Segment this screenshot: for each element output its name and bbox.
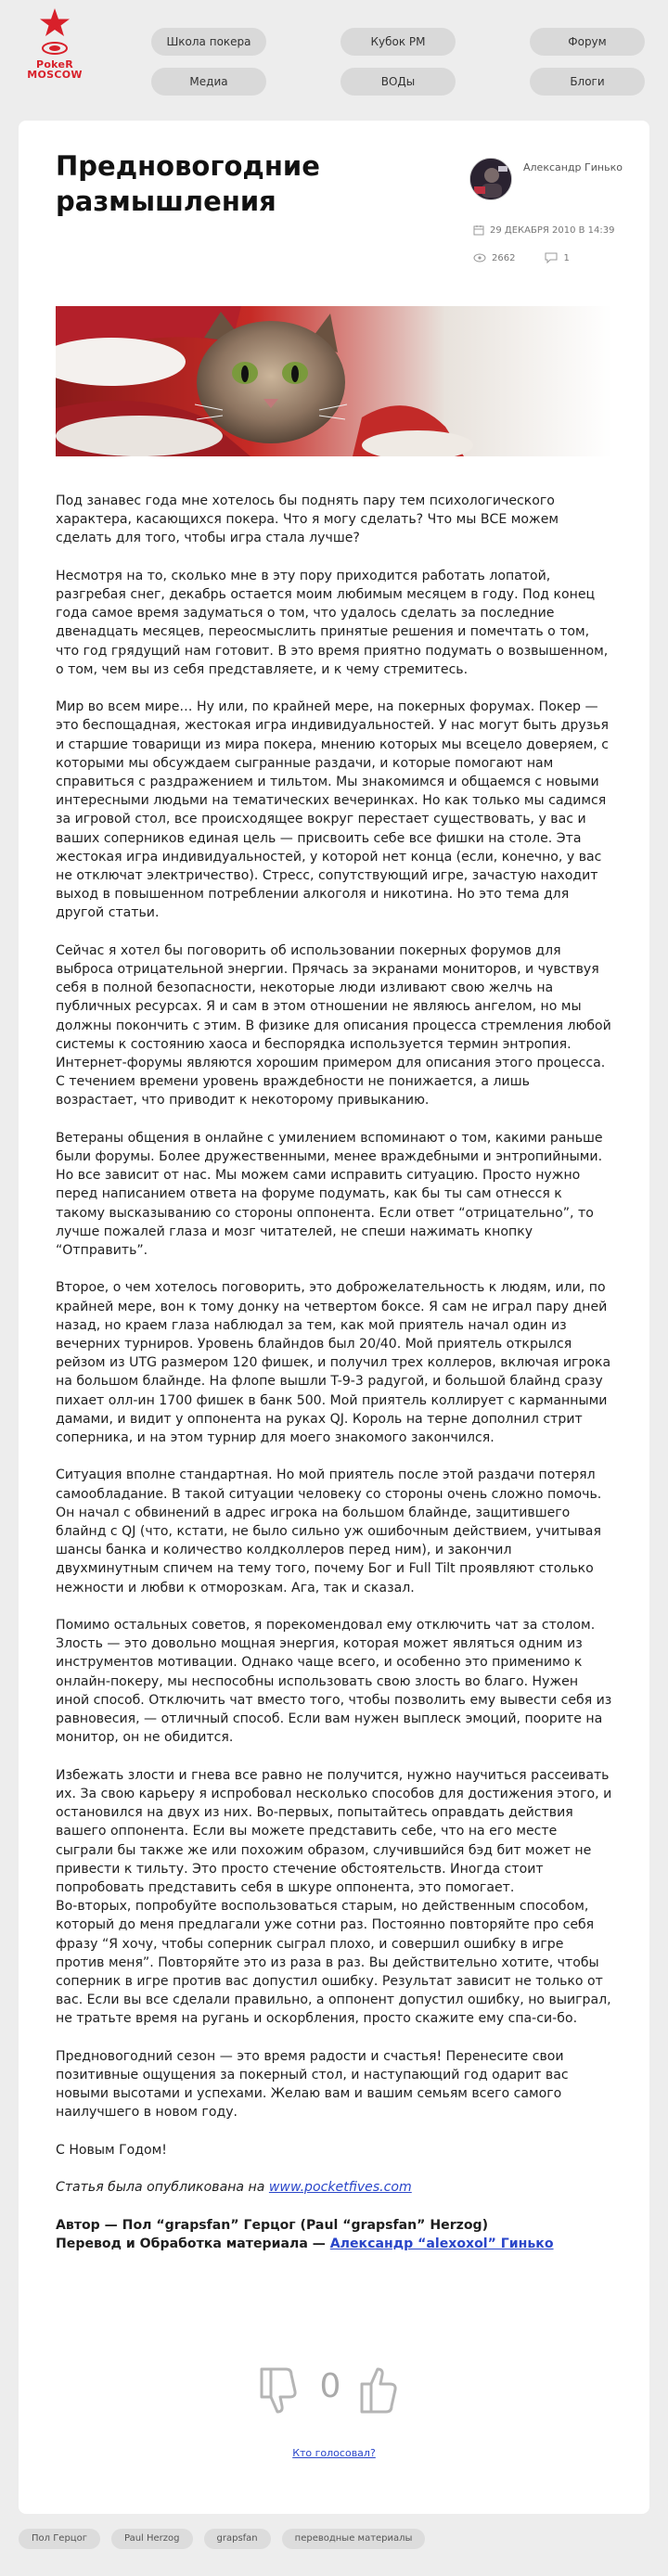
article-paragraph: Избежать злости и гнева все равно не получится, нужно научиться рассеивать их. За свою карьеру я испробовал несколько способов для достижения этого, и остановился на двух из них. Во-первых, попытайтесь оправдать действия вашего оппонента. Если вы можете представить себе, что на его месте сыграли бы также же или похожим образом, случившийся бэд бит может не привести к тильту. Это просто стечение обстоятельств. Иногда стоит попробовать представить себя в шкуре оппонента, это помогает.: [56, 1767, 612, 1895]
article-paragraph: Под занавес года мне хотелось бы поднять пару тем психологического характера, касающихся покера. Что я могу сделать? Что мы ВСЕ можем сделать для того, чтобы игра стала лучше?: [56, 493, 559, 546]
translator-link[interactable]: Александр “alexoxol” Гинько: [329, 2236, 554, 2251]
article-paragraph: Второе, о чем хотелось поговорить, это доброжелательность к людям, или, по крайней мере, вон к тому донку на четвертом боксе. Я сам не играл пару дней назад, но краем глаза наблюдал за тем, как мой приятель начал один из вечерних турниров. Уровень блайндов был 20/40. Мой приятель открылся рейзом из UTG размером 120 фишек, и получил трех коллеров, включая игрока на большом блайнде. На флопе вышли T-9-3 радугой, и большой блайнд сразу пихает олл-ин 1700 фишек в банк 500. Мой приятель коллирует с карманными дамами, и видит у оппонента на руках QJ. Король на терне дополнил стрит соперника, и на этом турнир для моего знакомого закончился.: [56, 1280, 611, 1446]
red-star-icon: [39, 7, 71, 39]
eye-icon: [473, 253, 486, 263]
page-title: Предновогодние размышления: [56, 150, 320, 217]
avatar[interactable]: [469, 158, 512, 200]
logo-line-poker: PokeR: [35, 58, 74, 70]
nav-forum[interactable]: Форум: [530, 28, 645, 56]
article-source-prefix: Статья была опубликована на: [56, 2180, 269, 2196]
logo-line-moscow: MOSCOW: [27, 69, 83, 81]
avatar-image: [470, 159, 512, 200]
article-paragraph: С Новым Годом!: [56, 2142, 167, 2158]
article-paragraph: Ветераны общения в онлайне с умилением вспоминают о том, какими раньше были форумы. Более дружественными, менее враждебными и энтропийными. Но все зависит от нас. Мы можем сами исправить ситуацию. Просто нужно перед написанием ответа на форуме подумать, как бы ты сам отнесся к такому высказыванию со стороны оппонента. Если ответ “отрицательно”, то лучше пожалей глаза и мозг читателей, не спеши нажимать кнопку “Отправить”.: [56, 1130, 603, 1259]
thumbs-up-icon[interactable]: [354, 2364, 406, 2416]
main-nav: [151, 28, 643, 96]
comment-icon[interactable]: [545, 252, 558, 263]
article-card: [19, 121, 649, 2514]
comment-count[interactable]: 1: [563, 252, 570, 263]
vote-widget: [250, 2364, 418, 2419]
credit-translator: [56, 2235, 612, 2253]
tag-list: [19, 2529, 425, 2549]
article-stats: [473, 252, 570, 263]
tag-item[interactable]: переводные материалы: [282, 2529, 426, 2549]
article-paragraph: Мир во всем мире… Ну или, по крайней мере, на покерных форумах. Покер — это беспощадная, жестокая игра индивидуальностей. У нас могут быть друзья и старшие товарищи из мира покера, мнению которых мы всецело доверяем, с которыми мы обсуждаем сыгранные раздачи, и которые помогают нам справиться с раздражением и тильтом. Мы знакомимся и общаемся с новыми интересными людьми на тематических вечеринках. Но как только мы садимся за игровой стол, все происходящее вокруг перестает существовать, у вас и ваших соперников единая цель — присвоить себе все фишки на столе. Эта жестокая игра индивидуальностей, у которой нет конца (если, конечно, у вас не отключат электричество). Стресс, сопутствующий игре, зачастую находит выход в повышенном потреблении алкоголя и никотина. Но это тема для другой статьи.: [56, 699, 609, 921]
publish-date-text: 29 ДЕКАБРЯ 2010 В 14:39: [490, 224, 615, 236]
nav-vods[interactable]: ВОДы: [340, 68, 456, 96]
view-count: 2662: [492, 252, 516, 263]
source-link[interactable]: www.pocketfives.com: [268, 2180, 412, 2196]
nav-blogs[interactable]: Блоги: [530, 68, 645, 96]
article-paragraph: Во-вторых, попробуйте воспользоваться старым, но действенным способом, который до меня предлагали уже сотни раз. Постоянно повторяйте про себя фразу “Я хочу, чтобы соперник сыграл плохо, и совершил ошибку в игре против меня”. Повторяйте это из раза в раз. Вы действительно хотите, чтобы соперник в игре против вас допустил ошибку. Результат зависит не только от вас. Если вы все сделали правильно, а оппонент допустил ошибку, но выиграл, не тратьте время на ругань и оскорбления, просто скажите ему спа-си-бо.: [56, 1899, 611, 2027]
tag-item[interactable]: Пол Герцог: [19, 2529, 100, 2549]
credit-translator-prefix: Перевод и Обработка материала —: [56, 2236, 330, 2251]
poker-moscow-logo[interactable]: [24, 7, 85, 111]
article-paragraph: Предновогодний сезон — это время радости и счастья! Перенесите свои позитивные ощущения за покерный стол, и наступающий год одарит вас новыми высотами и успехами. Желаю вам и вашим семьям всего самого наилучшего в новом году.: [56, 2048, 569, 2121]
article-source: [56, 2178, 612, 2197]
publish-date: [473, 224, 614, 236]
article-hero-image: [56, 306, 612, 456]
thumbs-down-icon[interactable]: [254, 2364, 306, 2416]
article-paragraph: Несмотря на то, сколько мне в эту пору приходится работать лопатой, разгребая снег, декабрь остается моим любимым месяцем в году. Под конец года самое время задуматься о том, что удалось сделать за последние двенадцать месяцев, переосмыслить принятые решения и помечтать о том, что год грядущий нам готовит. В это время приятно подумать о возвышенном, о том, чем вы из себя представляете, и к чему стремитесь.: [56, 568, 609, 677]
tag-item[interactable]: grapsfan: [204, 2529, 271, 2549]
article-paragraph: Помимо остальных советов, я порекомендовал ему отключить чат за столом. Злость — это довольно мощная энергия, которая может являться одним из инструментов мотивации. Однако чаще всего, и особенно это применимо к онлайн-покеру, мы неспособны использовать свою злость во благо. Нужен иной способ. Отключить чат вместо того, чтобы позволить ему вывести себя из равновесия, — отличный способ. Если вам нужен выплеск эмоций, поорите на монитор, он не обидится.: [56, 1618, 612, 1746]
article-body: [56, 492, 612, 2272]
calendar-icon: [473, 224, 484, 236]
nav-pm-cup[interactable]: Кубок PM: [340, 28, 456, 56]
nav-poker-school[interactable]: Школа покера: [151, 28, 266, 56]
site-header: [0, 0, 668, 119]
nav-media[interactable]: Медиа: [151, 68, 266, 96]
vote-count: 0: [319, 2367, 341, 2405]
logo-text: [24, 59, 85, 80]
article-paragraph: Ситуация вполне стандартная. Но мой приятель после этой раздачи потерял самообладание. В такой ситуации человеку со стороны очень сложно помочь. Он начал с обвинений в адрес игрока на большом блайнде, защитившего блайнд с QJ (что, кстати, не было сильно уж ошибочным действием, учитывая шансы банка и количество колдколлеров перед ним), и закончил двухминутным спичем на тему того, почему Бог и Full Tilt проявляют столько нежности и любви к отморозкам. Ага, так и сказал.: [56, 1467, 602, 1596]
article-paragraph: Сейчас я хотел бы поговорить об использовании покерных форумов для выброса отрицательной энергии. Прячась за экранами мониторов, и чувствуя себя в полной безопасности, некоторые люди изливают свою желчь на публичных ресурсах. Я и сам в этом отношении не являюсь ангелом, но мы должны покончить с этим. В физике для описания процесса стремления любой системы к состоянию хаоса и беспорядка используется термин энтропия. Интернет-форумы являются хорошим примером для описания этого процесса. С течением времени уровень враждебности не понижается, а лишь возрастает, что приводит к некоторому привыканию.: [56, 942, 611, 1109]
kitten-in-santa-hat-image: [56, 306, 612, 456]
tag-item[interactable]: Paul Herzog: [111, 2529, 193, 2549]
author-name[interactable]: Александр Гинько: [523, 161, 623, 173]
credit-author: Автор — Пол “grapsfan” Герцог (Paul “grapsfan” Herzog): [56, 2217, 489, 2233]
who-voted-link[interactable]: Кто голосовал?: [292, 2447, 376, 2459]
poker-chip-icon: [41, 41, 69, 56]
